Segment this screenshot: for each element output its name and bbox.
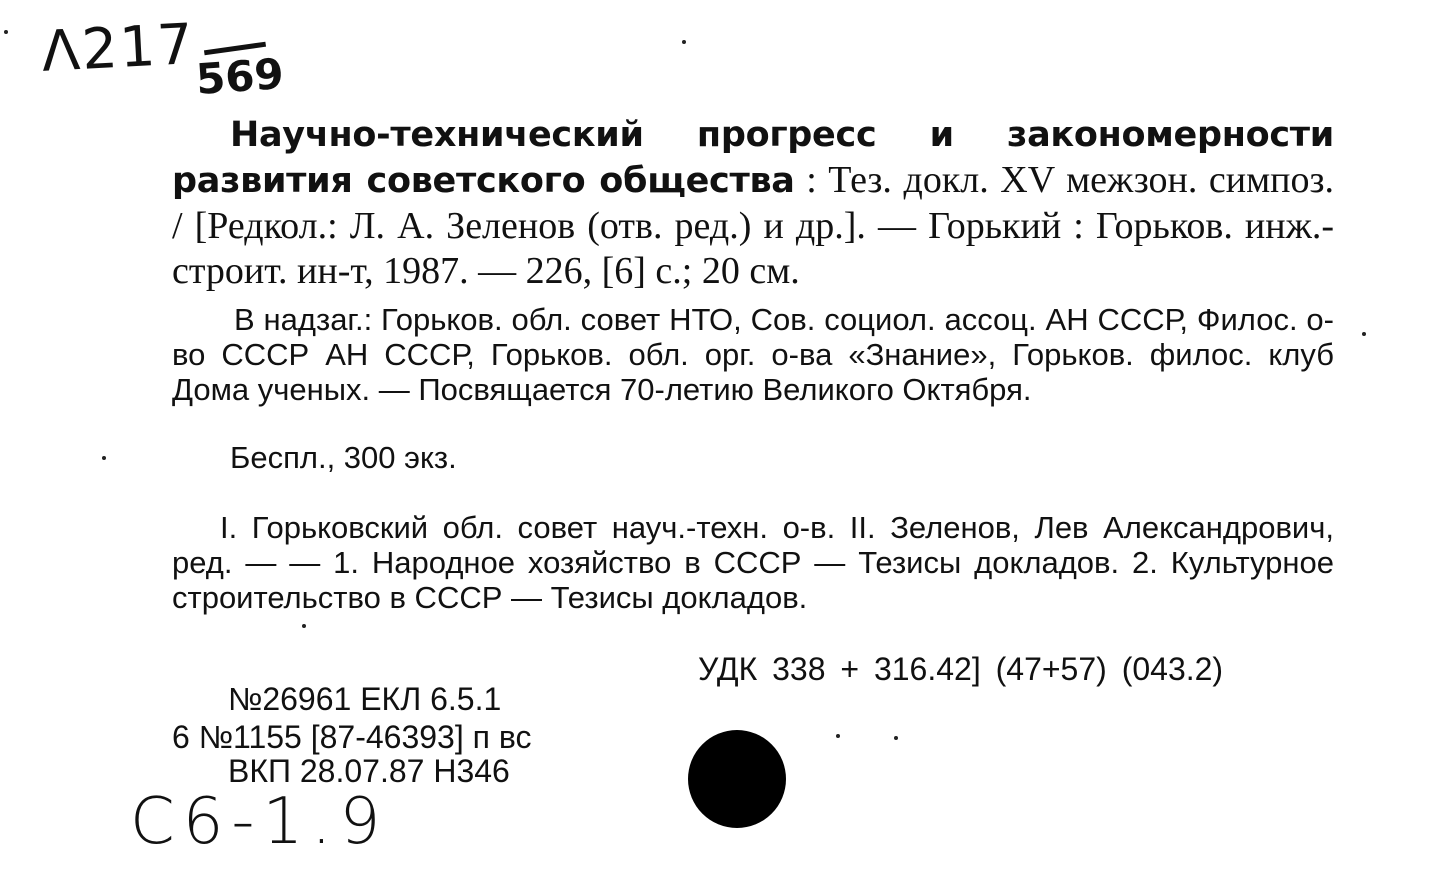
scan-speck xyxy=(302,624,306,628)
publication-details: : Тез. докл. XV межзон. симпоз. / [Редкол.: Л. А. Зеленов (отв. ред.) и др.]. — Горький : Горьков. инж.-строит. ин-т, 1987. — 226, [6] с.; 20 см. xyxy=(172,159,1334,292)
control-number-line-3: ВКП 28.07.87 Н346 xyxy=(228,753,510,789)
book-title: Научно-технический прогресс и закономерности развития советского общества xyxy=(172,115,1334,201)
bibliographic-description xyxy=(172,112,1334,294)
udk-classification: УДК 338 + 316.42] (47+57) (043.2) xyxy=(698,651,1224,687)
scan-speck xyxy=(836,734,840,738)
shelf-mark-subscript: 569 xyxy=(194,49,286,104)
scan-speck xyxy=(894,736,898,740)
tracing-paragraph: I. Горьковский обл. совет науч.-техн. о-в. II. Зеленов, Лев Александрович, ред. — — 1. Народное хозяйство в СССР — Тезисы докладов. 2. Культурное строительство в СССР — Тезисы докладов. xyxy=(172,510,1334,615)
control-number-line-1: №26961 ЕКЛ 6.5.1 xyxy=(228,681,502,717)
scan-speck xyxy=(4,30,8,34)
call-number-handwritten: C6-1.9 xyxy=(130,785,389,859)
price-and-print-run: Беспл., 300 экз. xyxy=(230,440,457,475)
scan-speck xyxy=(102,456,106,460)
scan-speck xyxy=(1362,332,1366,336)
scan-speck xyxy=(682,40,686,44)
notes-paragraph: В надзаг.: Горьков. обл. совет НТО, Сов. социол. ассоц. АН СССР, Филос. о-во СССР АН СССР, Горьков. обл. орг. о-ва «Знание», Горьков. филос. клуб Дома ученых. — Посвящается 70-летию Великого Октября. xyxy=(172,302,1334,407)
punch-hole xyxy=(688,730,786,828)
shelf-mark-handwritten: Λ217 xyxy=(40,11,197,85)
control-number-line-2: 6 №1155 [87-46393] п вс xyxy=(172,719,532,755)
